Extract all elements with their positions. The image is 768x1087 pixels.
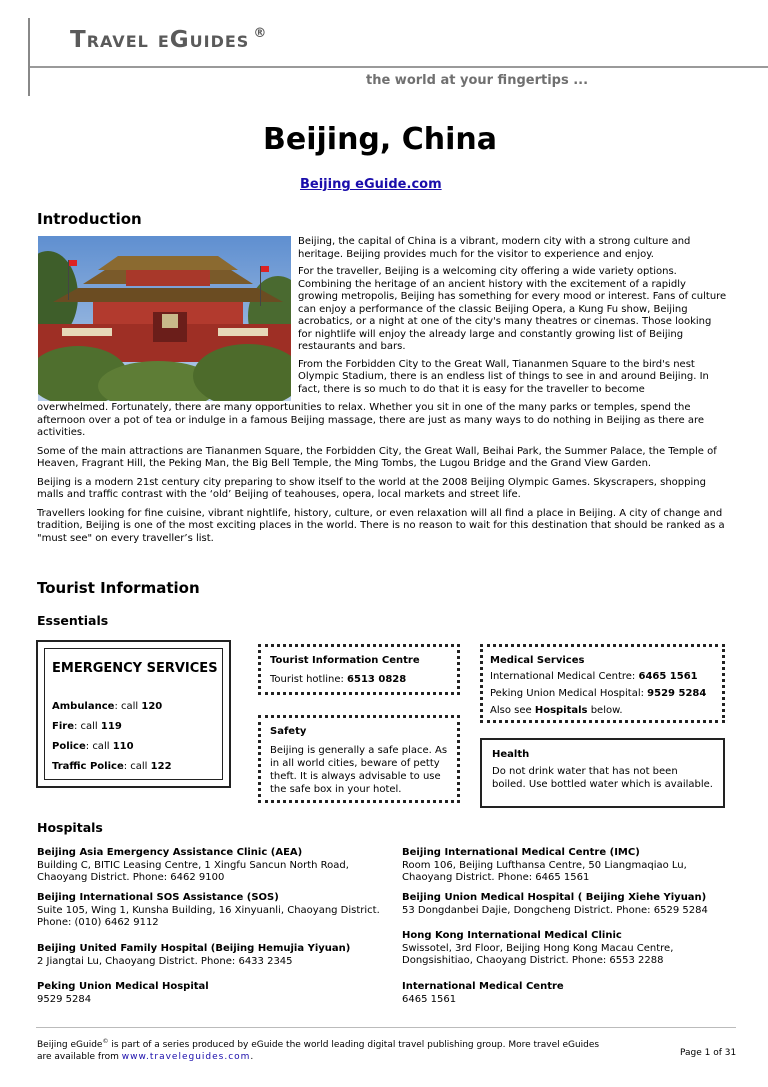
hospitals-heading: Hospitals bbox=[37, 820, 103, 835]
hospital-entry bbox=[37, 981, 382, 1006]
hospital-entry bbox=[37, 847, 382, 885]
hospital-name: International Medical Centre bbox=[402, 981, 564, 992]
tagline: the world at your fingertips ... bbox=[366, 73, 589, 88]
footer-divider bbox=[36, 1027, 736, 1028]
intro-full-column bbox=[37, 402, 727, 545]
intro-paragraph-6: Travellers looking for fine cuisine, vibrant nightlife, history, culture, or even relaxation will all find a place in Beijing. A city of change and tradition, Beijing is one of the most exciting places in the world. There is no reason to wait for this destination that should be ranked as a "must see" on every traveller’s list. bbox=[37, 507, 725, 544]
hospital-name: Peking Union Medical Hospital bbox=[37, 981, 209, 992]
intro-paragraph-3b: overwhelmed. Fortunately, there are many opportunities to relax. Whether you sit in one of the many parks or temples, spend the afternoon over a pot of tea or indulge in a famous Beijing massage, there are just as many ways to do nothing in Beijing as there are activities. bbox=[37, 402, 705, 438]
health-text: Do not drink water that has not been boiled. Use bottled water which is available. bbox=[492, 766, 713, 790]
registered-mark: ® bbox=[253, 26, 268, 41]
emergency-fire bbox=[52, 720, 122, 733]
intro-right-column bbox=[298, 236, 728, 396]
footer-text bbox=[37, 1036, 657, 1063]
tourist-info-heading: Tourist Information bbox=[37, 579, 200, 597]
tic-hotline-label: Tourist hotline: bbox=[270, 674, 348, 685]
intro-paragraph-2: For the traveller, Beijing is a welcoming city offering a wide variety options. Combining the heritage of an ancient history with the excitement of a rapidly growing metropolis, Beijing has something for every mood or interest. Fans of culture can enjoy a performance of the classic Beijing Opera, a Kung Fu show, Beijing acrobatics, or a night at one of the city's many theatres or cinemas. Those looking for nightlife will enjoy the already large and constantly growing list of Beijing restaurants and bars. bbox=[298, 266, 727, 352]
emergency-title: EMERGENCY SERVICES bbox=[52, 661, 218, 676]
footer-description: is part of a series produced by eGuide the world leading digital travel publishing group. More travel eGuides bbox=[108, 1040, 600, 1050]
intro-paragraph-1: Beijing, the capital of China is a vibrant, modern city with a strong culture and heritage. Beijing provides much for the visitor to experience and enjoy. bbox=[298, 236, 691, 260]
ambulance-number: 120 bbox=[141, 701, 163, 712]
footer-period: . bbox=[250, 1051, 254, 1062]
hospital-name: Beijing United Family Hospital (Beijing Hemujia Yiyuan) bbox=[37, 943, 351, 954]
traffic-police-sep: : call bbox=[123, 761, 151, 772]
intro-paragraph-4: Some of the main attractions are Tiananmen Square, the Forbidden City, the Great Wall, Beihai Park, the Summer Palace, the Temple of Heaven, Fragrant Hill, the Peking Man, the Big Bell Temple, the Ming Tombs, the Lugou Bridge and the Grand View Garden. bbox=[37, 445, 717, 469]
ambulance-sep: : call bbox=[114, 701, 142, 712]
hospital-entry bbox=[402, 892, 732, 930]
footer-website-link[interactable]: www.traveleguides.com bbox=[121, 1051, 251, 1062]
hospital-name: Beijing International Medical Centre (IMC) bbox=[402, 847, 640, 858]
fire-number: 119 bbox=[100, 721, 122, 732]
footer-line-1 bbox=[37, 1036, 657, 1052]
safety-box bbox=[258, 715, 460, 803]
ambulance-label: Ambulance bbox=[52, 701, 115, 712]
hospital-entry bbox=[402, 930, 732, 981]
fire-sep: : call bbox=[73, 721, 101, 732]
hospital-name: Hong Kong International Medical Clinic bbox=[402, 930, 622, 941]
medical-line-pumh bbox=[490, 687, 715, 700]
hospital-address: 9529 5284 bbox=[37, 993, 92, 1005]
imc-label: International Medical Centre: bbox=[490, 671, 639, 682]
medical-line-imc bbox=[490, 670, 715, 683]
intro-heading: Introduction bbox=[37, 210, 142, 228]
imc-number: 6465 1561 bbox=[638, 671, 698, 682]
hospital-name: Beijing Asia Emergency Assistance Clinic (AEA) bbox=[37, 847, 303, 858]
hospital-entry bbox=[37, 943, 382, 981]
hospital-address: Swissotel, 3rd Floor, Beijing Hong Kong Macau Centre, Dongsishitiao, Chaoyang District. Phone: 6553 2288 bbox=[402, 942, 674, 966]
emergency-police bbox=[52, 740, 134, 753]
pumh-number: 9529 5284 bbox=[647, 688, 707, 699]
footer-brand: Beijing eGuide bbox=[37, 1040, 103, 1050]
medical-line-see-also bbox=[490, 704, 715, 717]
tic-hotline-number: 6513 0828 bbox=[347, 674, 407, 685]
hospital-name: Beijing International SOS Assistance (SOS) bbox=[37, 892, 279, 903]
tic-title: Tourist Information Centre bbox=[270, 655, 420, 666]
hospitals-right-column bbox=[402, 847, 732, 1006]
footer-line-2 bbox=[37, 1052, 657, 1064]
header-rule-vertical bbox=[28, 18, 30, 66]
hospital-entry bbox=[402, 981, 732, 1006]
emergency-ambulance bbox=[52, 700, 162, 713]
health-title: Health bbox=[492, 749, 530, 760]
hospital-address: 53 Dongdanbei Dajie, Dongcheng District. Phone: 6529 5284 bbox=[402, 904, 708, 916]
see-also-post: below. bbox=[587, 705, 623, 716]
hospital-address: Suite 105, Wing 1, Kunsha Building, 16 Xinyuanli, Chaoyang District. Phone: (010) 6462 9112 bbox=[37, 904, 380, 928]
header-rule-vertical-lower bbox=[28, 66, 30, 96]
hospital-address: Building C, BITIC Leasing Centre, 1 Xingfu Sancun North Road, Chaoyang District. Phone: 6462 9100 bbox=[37, 859, 349, 883]
page-number: Page 1 of 31 bbox=[680, 1048, 737, 1058]
header-rule-horizontal bbox=[28, 66, 768, 68]
health-box bbox=[480, 738, 725, 808]
medical-services-box bbox=[480, 644, 725, 723]
hospital-name: Beijing Union Medical Hospital ( Beijing Xiehe Yiyuan) bbox=[402, 892, 707, 903]
footer-available: are available from bbox=[37, 1051, 122, 1062]
guide-link[interactable]: Beijing eGuide.com bbox=[300, 177, 442, 192]
brand-name: Travel eGuides bbox=[70, 27, 250, 53]
hospital-entry bbox=[37, 892, 382, 943]
page-title: Beijing, China bbox=[263, 122, 497, 157]
tourist-info-centre-box bbox=[258, 644, 460, 695]
tic-hotline bbox=[270, 673, 448, 686]
intro-paragraph-5: Beijing is a modern 21st century city preparing to show itself to the world at the 2008 Beijing Olympic Games. Skyscrapers, shopping malls and traffic contrast with the ‘old’ Beijing of teahouses, opera, local markets and street life. bbox=[37, 476, 706, 500]
emergency-traffic-police bbox=[52, 760, 172, 773]
hospital-address: 6465 1561 bbox=[402, 993, 457, 1005]
intro-paragraph-3a: From the Forbidden City to the Great Wall, Tiananmen Square to the bird's nest Olympic Stadium, there is an endless list of things to see in and around Beijing. In fact, there is so much to do that it is easy for the traveller to become bbox=[298, 358, 709, 395]
safety-title: Safety bbox=[270, 726, 307, 737]
medical-title: Medical Services bbox=[490, 655, 585, 666]
safety-text: Beijing is generally a safe place. As in all world cities, beware of petty theft. It is always advisable to use the safe box in your hotel. bbox=[270, 745, 448, 795]
see-also-pre: Also see bbox=[490, 705, 535, 716]
traffic-police-number: 122 bbox=[150, 761, 172, 772]
brand-logo bbox=[70, 26, 267, 53]
hospital-address: 2 Jiangtai Lu, Chaoyang District. Phone: 6433 2345 bbox=[37, 955, 293, 967]
police-number: 110 bbox=[112, 741, 134, 752]
hospital-address: Room 106, Beijing Lufthansa Centre, 50 Liangmaqiao Lu, Chaoyang District. Phone: 6465 1561 bbox=[402, 859, 687, 883]
fire-label: Fire bbox=[52, 721, 74, 732]
see-also-hospitals: Hospitals bbox=[534, 705, 588, 716]
police-label: Police bbox=[52, 741, 86, 752]
traffic-police-label: Traffic Police bbox=[52, 761, 124, 772]
hospital-entry bbox=[402, 847, 732, 885]
pumh-label: Peking Union Medical Hospital: bbox=[490, 688, 648, 699]
essentials-heading: Essentials bbox=[37, 613, 109, 628]
tiananmen-photo bbox=[38, 236, 291, 401]
hospitals-left-column bbox=[37, 847, 382, 1006]
footer-copyright: © bbox=[102, 1038, 109, 1045]
police-sep: : call bbox=[85, 741, 113, 752]
emergency-services-box bbox=[36, 640, 231, 788]
